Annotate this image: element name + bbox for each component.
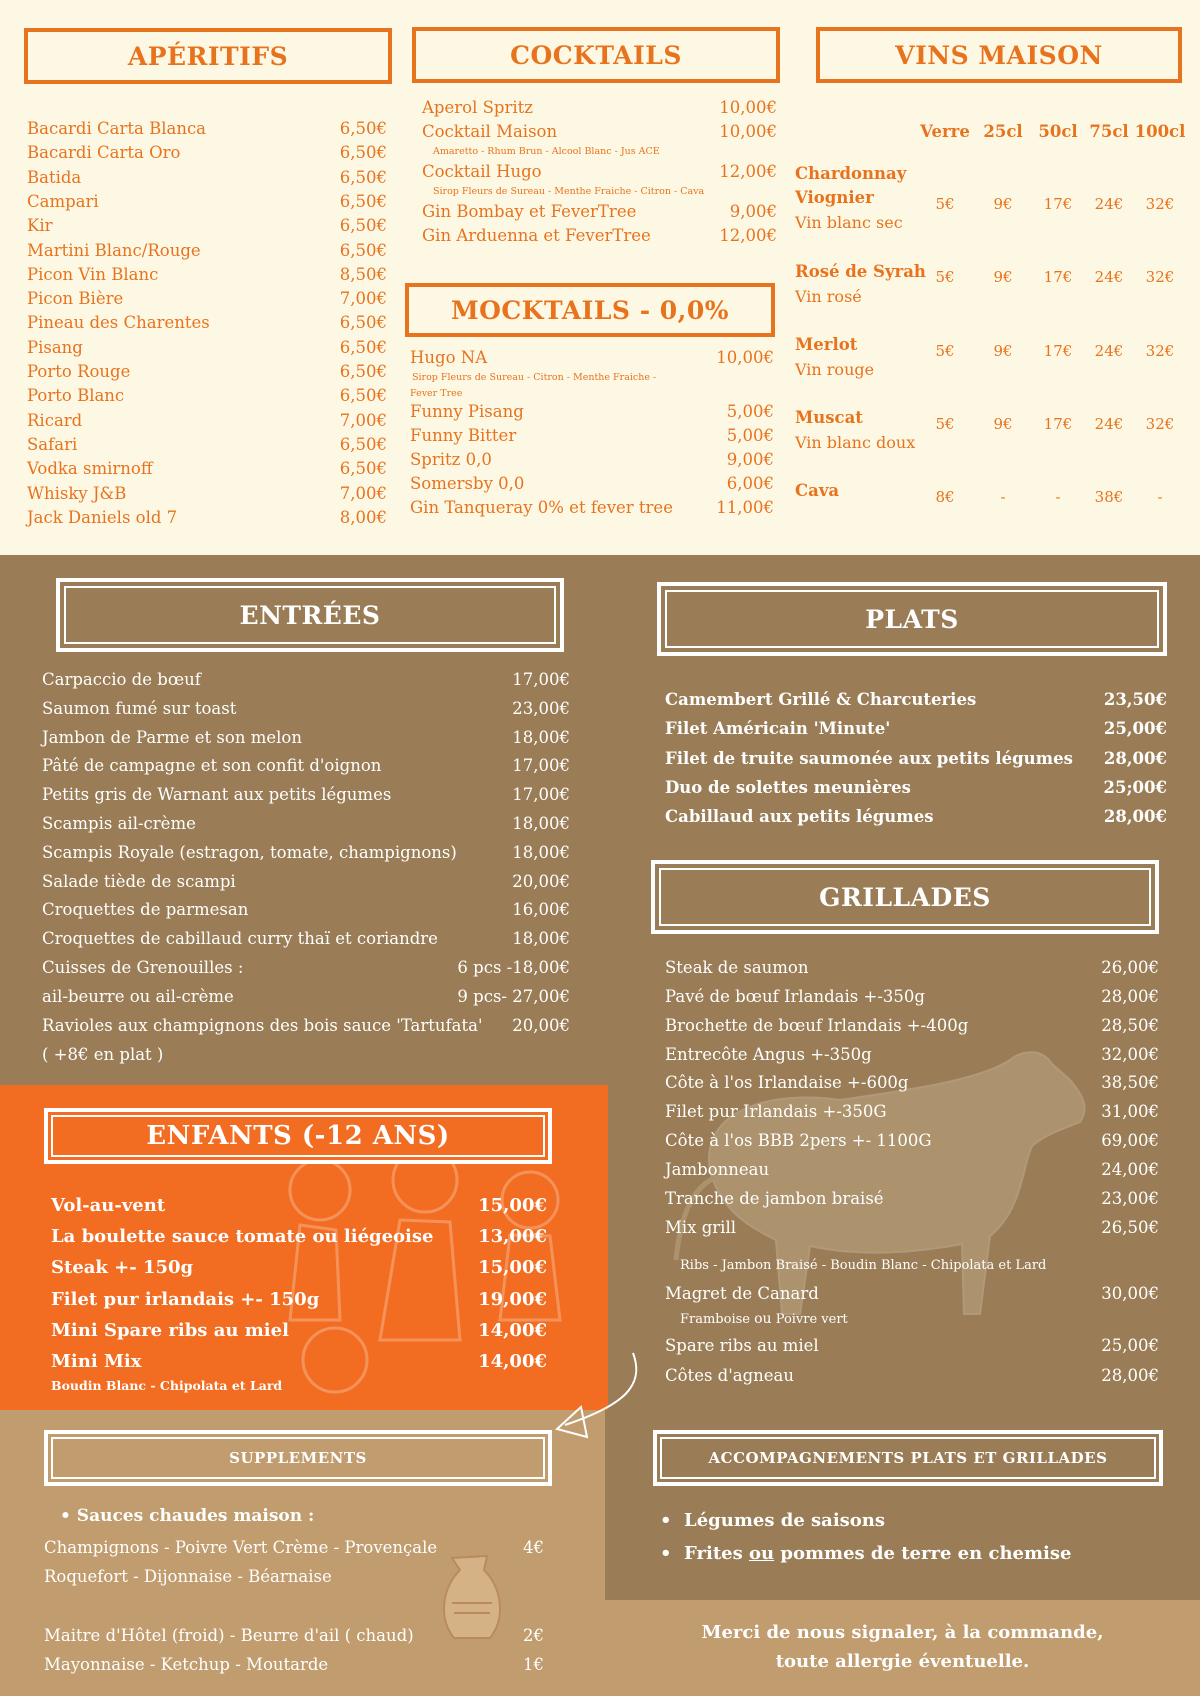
supplement-row-4: Mayonnaise - Ketchup - Moutarde 1€ [44, 1655, 544, 1674]
grillades-item-price: 31,00€ [1101, 1102, 1159, 1121]
supplement-row-1: Champignons - Poivre Vert Crème - Provençale 4€ [44, 1538, 544, 1557]
vin-name-line-2: Viognier [795, 188, 874, 207]
cocktail-hugo-desc: Sirop Fleurs de Sureau - Menthe Fraiche - Citron - Cava [433, 186, 705, 197]
accompagnements-title: ACCOMPAGNEMENTS PLATS ET GRILLADES [653, 1430, 1163, 1486]
mocktails-item-name: Somersby 0,0 [410, 474, 525, 493]
aperitifs-item [27, 168, 387, 187]
plats-item [665, 749, 1167, 768]
aperitifs-item-price: 6,50€ [339, 119, 387, 138]
entrees-item [42, 900, 570, 919]
cocktails-item-name: Cocktail Maison [422, 122, 558, 141]
enfants-item [51, 1195, 547, 1216]
vin-col-header: 75cl [1089, 122, 1129, 141]
cocktails-item-price: 12,00€ [719, 226, 777, 245]
aperitifs-item-name: Pineau des Charentes [27, 313, 210, 333]
aperitifs-item-price: 7,00€ [339, 410, 387, 430]
plats-item-price: 25;00€ [1103, 777, 1167, 797]
entrees-item-name: Croquettes de parmesan [42, 900, 249, 920]
entrees-item [42, 728, 570, 747]
entrees-item [42, 699, 570, 718]
aperitifs-item [27, 435, 387, 454]
magret-desc: Framboise ou Poivre vert [680, 1311, 848, 1327]
grillades-item-price: 26,00€ [1101, 958, 1159, 977]
grillades-item-name: Spare ribs au miel [665, 1336, 819, 1355]
enfants-item-price: 15,00€ [478, 1257, 547, 1279]
vin-type: Vin rosé [795, 287, 862, 306]
aperitifs-item-name: Kir [27, 216, 53, 236]
vin-name: Merlot [795, 335, 858, 354]
mocktails-title: MOCKTAILS - 0,0% [405, 283, 775, 337]
entrees-item [42, 929, 570, 948]
aperitifs-item-name: Vodka smirnoff [27, 459, 153, 479]
mocktails-item-name: Spritz 0,0 [410, 450, 492, 469]
entrees-item [42, 987, 570, 1006]
entrees-note: ( +8€ en plat ) [42, 1045, 164, 1064]
grillades-item [665, 1284, 1159, 1303]
grillades-item [665, 958, 1159, 977]
tan-bottom-right-bg [605, 1600, 1200, 1696]
cocktails-item [422, 98, 777, 117]
cocktails-item-price: 10,00€ [719, 122, 777, 141]
plats-item-name: Camembert Grillé & Charcuteries [665, 690, 977, 709]
aperitifs-item-price: 6,50€ [339, 143, 387, 163]
aperitifs-item-name: Pisang [27, 337, 83, 357]
vin-price: 5€ [935, 268, 955, 286]
vin-price: 17€ [1043, 268, 1073, 286]
entrees-item-name: Salade tiède de scampi [42, 871, 236, 891]
aperitifs-item-price: 6,50€ [339, 191, 387, 211]
grillades-item-price: 38,50€ [1101, 1073, 1159, 1092]
cocktails-item-price: 10,00€ [719, 98, 777, 117]
aperitifs-item-price: 6,50€ [339, 167, 387, 187]
vin-price: 8€ [935, 488, 955, 506]
mini-mix-desc: Boudin Blanc - Chipolata et Lard [51, 1378, 283, 1393]
plats-title: PLATS [657, 582, 1167, 656]
entrees-item-name: Pâté de campagne et son confit d'oignon [42, 756, 382, 776]
vin-col-header: 25cl [983, 122, 1023, 141]
entrees-item-price: 17,00€ [512, 756, 570, 776]
mocktails-item [410, 348, 774, 367]
vin-price: 9€ [993, 342, 1013, 360]
aperitifs-item [27, 216, 387, 235]
entrees-item-price: 17,00€ [512, 785, 570, 805]
vin-name: Rosé de Syrah [795, 262, 926, 281]
vin-price: 38€ [1094, 488, 1124, 506]
plats-item-name: Cabillaud aux petits légumes [665, 807, 934, 827]
grillades-item-name: Magret de Canard [665, 1284, 819, 1303]
grillades-item [665, 1366, 1159, 1385]
aperitifs-item-name: Porto Blanc [27, 386, 125, 406]
aperitifs-item [27, 265, 387, 284]
enfants-item-price: 15,00€ [478, 1195, 547, 1216]
supplement-row-2: Roquefort - Dijonnaise - Béarnaise [44, 1567, 332, 1586]
aperitifs-item-name: Jack Daniels old 7 [27, 507, 178, 527]
accompagnement-item-2: • Frites ou pommes de terre en chemise [660, 1543, 1072, 1564]
grillades-item [665, 1016, 1159, 1035]
aperitifs-item-name: Ricard [27, 410, 83, 430]
enfants-item [51, 1351, 547, 1372]
entrees-item-price: 23,00€ [512, 698, 570, 718]
enfants-item-name: Mini Spare ribs au miel [51, 1319, 289, 1341]
plats-item-name: Filet de truite saumonée aux petits légumes [665, 748, 1073, 768]
aperitifs-item [27, 508, 387, 527]
mocktails-item-name: Gin Tanqueray 0% et fever tree [410, 498, 673, 517]
cocktails-item [422, 162, 777, 181]
entrees-item-name: Scampis Royale (estragon, tomate, champignons) [42, 842, 457, 862]
enfants-item [51, 1257, 547, 1278]
aperitifs-item-price: 7,00€ [339, 289, 387, 309]
grillades-item-price: 23,00€ [1101, 1189, 1159, 1208]
aperitifs-item-name: Bacardi Carta Oro [27, 143, 181, 163]
vins-title: VINS MAISON [816, 27, 1182, 83]
mocktails-item [410, 450, 774, 469]
grillades-item-name: Mix grill [665, 1218, 737, 1237]
grillades-item-price: 69,00€ [1101, 1131, 1159, 1150]
entrees-item [42, 670, 570, 689]
enfants-item [51, 1226, 547, 1247]
entrees-item [42, 785, 570, 804]
aperitifs-item [27, 386, 387, 405]
entrees-item [42, 1016, 570, 1035]
grillades-item-price: 28,00€ [1101, 987, 1159, 1006]
mocktails-item [410, 498, 774, 517]
entrees-item-name: Croquettes de cabillaud curry thaï et coriandre [42, 929, 438, 949]
plats-item [665, 778, 1167, 797]
entrees-item-name: Petits gris de Warnant aux petits légumes [42, 785, 392, 805]
entrees-item [42, 756, 570, 775]
mocktails-item [410, 426, 774, 445]
vin-type: Vin blanc doux [795, 433, 916, 452]
entrees-item-name: Saumon fumé sur toast [42, 698, 237, 718]
entrees-item-price: 20,00€ [512, 871, 570, 891]
plats-item-price: 25,00€ [1103, 719, 1167, 739]
enfants-item-price: 14,00€ [478, 1319, 547, 1341]
grillades-item-price: 28,50€ [1101, 1016, 1159, 1035]
plats-item [665, 807, 1167, 826]
grillades-item-name: Filet pur Irlandais +-350G [665, 1102, 887, 1121]
cocktails-item [422, 122, 777, 141]
plats-item-name: Filet Américain 'Minute' [665, 719, 891, 739]
aperitifs-item-name: Bacardi Carta Blanca [27, 119, 207, 138]
arrow-decoration [545, 1345, 655, 1455]
cocktails-title: COCKTAILS [412, 27, 780, 83]
aperitifs-title: APÉRITIFS [24, 28, 392, 84]
vin-price: 32€ [1145, 195, 1175, 213]
cocktails-item-name: Aperol Spritz [422, 98, 533, 117]
vin-price: 32€ [1145, 342, 1175, 360]
aperitifs-item-price: 6,50€ [339, 216, 387, 236]
mocktails-item [410, 474, 774, 493]
grillades-item-price: 24,00€ [1101, 1160, 1159, 1179]
grillades-item [665, 1073, 1159, 1092]
cocktails-item-name: Cocktail Hugo [422, 162, 542, 181]
grillades-item [665, 1218, 1159, 1237]
mocktails-item-price: 6,00€ [726, 474, 774, 493]
vin-price: 9€ [993, 415, 1013, 433]
aperitifs-item [27, 192, 387, 211]
vin-price: - [1055, 488, 1061, 506]
entrees-item-price: 9 pcs- 27,00€ [457, 986, 570, 1006]
vin-type: Vin rouge [795, 360, 875, 379]
entrees-item-name: Jambon de Parme et son melon [42, 727, 302, 747]
grillades-item-name: Tranche de jambon braisé [665, 1189, 884, 1208]
cocktails-item-name: Gin Bombay et FeverTree [422, 202, 637, 221]
entrees-item-name: Cuisses de Grenouilles : [42, 958, 244, 977]
aperitifs-item [27, 289, 387, 308]
vin-price: 9€ [993, 268, 1013, 286]
aperitifs-item-price: 6,50€ [339, 362, 387, 381]
aperitifs-item-price: 6,50€ [339, 459, 387, 479]
vin-name: Chardonnay [795, 164, 907, 183]
plats-item-price: 28,00€ [1103, 807, 1167, 827]
hugo-na-desc-1: Sirop Fleurs de Sureau - Citron - Menthe Fraiche - [412, 372, 657, 383]
grillades-item-name: Côtes d'agneau [665, 1366, 795, 1385]
enfants-item-name: Steak +- 150g [51, 1257, 194, 1279]
enfants-item-price: 13,00€ [478, 1226, 547, 1248]
mocktails-item-price: 5,00€ [726, 402, 774, 421]
aperitifs-item [27, 338, 387, 357]
entrees-item-price: 18,00€ [512, 727, 570, 747]
aperitifs-item-price: 6,50€ [339, 313, 387, 333]
mocktails-item-price: 11,00€ [716, 498, 774, 517]
cocktails-item-price: 12,00€ [719, 162, 777, 181]
aperitifs-item-name: Batida [27, 167, 82, 187]
mocktails-item-price: 5,00€ [726, 426, 774, 445]
grillades-item-name: Jambonneau [665, 1160, 770, 1179]
vin-price: 17€ [1043, 342, 1073, 360]
mocktails-item-price: 9,00€ [726, 450, 774, 469]
grillades-item-price: 25,00€ [1101, 1336, 1159, 1355]
aperitifs-item-price: 7,00€ [339, 483, 387, 503]
grillades-item-price: 26,50€ [1101, 1218, 1159, 1237]
entrees-item-name: ail-beurre ou ail-crème [42, 986, 234, 1006]
enfants-item-price: 19,00€ [478, 1288, 547, 1310]
vin-price: 9€ [993, 195, 1013, 213]
aperitifs-item-name: Porto Rouge [27, 362, 131, 381]
grillades-item-name: Brochette de bœuf Irlandais +-400g [665, 1016, 969, 1035]
vin-price: - [1000, 488, 1006, 506]
grillades-item [665, 1131, 1159, 1150]
grillades-item-price: 32,00€ [1101, 1045, 1159, 1064]
supplement-row-3: Maitre d'Hôtel (froid) - Beurre d'ail ( chaud) 2€ [44, 1626, 544, 1645]
mocktails-item-name: Funny Bitter [410, 426, 517, 445]
supplements-bullet: • Sauces chaudes maison : [60, 1506, 315, 1526]
aperitifs-item-name: Safari [27, 434, 78, 454]
vin-name: Cava [795, 481, 840, 500]
entrees-item-price: 20,00€ [512, 1015, 570, 1035]
entrees-item [42, 843, 570, 862]
vin-type: Vin blanc sec [795, 213, 903, 232]
aperitifs-item [27, 484, 387, 503]
grillades-item-name: Côte à l'os BBB 2pers +- 1100G [665, 1131, 932, 1150]
enfants-item-name: Vol-au-vent [51, 1195, 166, 1216]
entrees-item-name: Carpaccio de bœuf [42, 670, 201, 689]
entrees-item [42, 872, 570, 891]
supplements-title: SUPPLEMENTS [44, 1430, 552, 1486]
grillades-item [665, 1045, 1159, 1064]
vin-col-header: 100cl [1134, 122, 1186, 141]
vin-price: 24€ [1094, 342, 1124, 360]
entrees-item-price: 6 pcs -18,00€ [457, 958, 570, 977]
aperitifs-item [27, 459, 387, 478]
allergie-line-1: Merci de nous signaler, à la commande, [701, 1622, 1104, 1643]
enfants-item-name: La boulette sauce tomate ou liégeoise [51, 1226, 434, 1248]
grillades-item-price: 28,00€ [1101, 1366, 1159, 1385]
enfants-title: ENFANTS (-12 ANS) [44, 1108, 552, 1164]
cocktails-item [422, 202, 777, 221]
mocktails-item-name: Hugo NA [410, 348, 488, 367]
aperitifs-item-price: 6,50€ [339, 337, 387, 357]
plats-item [665, 719, 1167, 738]
aperitifs-item-price: 6,50€ [339, 240, 387, 260]
grillades-item [665, 1336, 1159, 1355]
plats-item-price: 23,50€ [1103, 690, 1167, 709]
cocktail-maison-desc: Amaretto - Rhum Brun - Alcool Blanc - Jus ACE [433, 146, 660, 157]
cocktails-item-name: Gin Arduenna et FeverTree [422, 226, 651, 245]
grillades-item-price: 30,00€ [1101, 1284, 1159, 1303]
hugo-na-desc-2: Fever Tree [410, 388, 463, 399]
grillades-item-name: Pavé de bœuf Irlandais +-350g [665, 987, 925, 1006]
grillades-item [665, 1160, 1159, 1179]
grillades-item [665, 1189, 1159, 1208]
entrees-item-price: 18,00€ [512, 842, 570, 862]
plats-item [665, 690, 1167, 709]
enfants-item-name: Mini Mix [51, 1351, 142, 1372]
aperitifs-item [27, 362, 387, 381]
aperitifs-item-price: 6,50€ [339, 386, 387, 406]
aperitifs-item-price: 8,50€ [339, 264, 387, 284]
aperitifs-item [27, 241, 387, 260]
aperitifs-item [27, 143, 387, 162]
vin-name: Muscat [795, 408, 863, 427]
aperitifs-item-name: Martini Blanc/Rouge [27, 240, 201, 260]
grillades-item-name: Steak de saumon [665, 958, 809, 977]
aperitifs-item [27, 313, 387, 332]
entrees-item [42, 958, 570, 977]
cocktails-item [422, 226, 777, 245]
entrees-item-price: 18,00€ [512, 814, 570, 833]
allergie-line-2: toute allergie éventuelle. [775, 1651, 1030, 1672]
enfants-item-price: 14,00€ [478, 1351, 547, 1372]
entrees-item-name: Scampis ail-crème [42, 814, 196, 833]
grillades-item [665, 1102, 1159, 1121]
entrees-item-name: Ravioles aux champignons des bois sauce 'Tartufata' [42, 1015, 483, 1035]
plats-item-price: 28,00€ [1103, 748, 1167, 768]
grillades-item [665, 987, 1159, 1006]
vin-price: 24€ [1094, 268, 1124, 286]
entrees-item-price: 16,00€ [512, 900, 570, 920]
vin-price: 24€ [1094, 195, 1124, 213]
mix-grill-desc: Ribs - Jambon Braisé - Boudin Blanc - Chipolata et Lard [680, 1258, 1047, 1273]
aperitifs-item-price: 8,00€ [339, 507, 387, 527]
enfants-item-name: Filet pur irlandais +- 150g [51, 1288, 320, 1310]
entrees-item-price: 18,00€ [512, 929, 570, 949]
vin-col-header: Verre [920, 122, 970, 141]
mocktails-item-price: 10,00€ [716, 348, 774, 367]
aperitifs-item [27, 411, 387, 430]
aperitifs-item-name: Picon Bière [27, 289, 124, 309]
mocktails-item [410, 402, 774, 421]
grillades-title: GRILLADES [651, 860, 1159, 934]
aperitifs-item-name: Picon Vin Blanc [27, 264, 159, 284]
mocktails-item-name: Funny Pisang [410, 402, 524, 421]
vin-price: 32€ [1145, 268, 1175, 286]
plats-item-name: Duo de solettes meunières [665, 777, 911, 797]
aperitifs-item-name: Whisky J&B [27, 483, 127, 503]
vin-price: 5€ [935, 342, 955, 360]
enfants-item [51, 1289, 547, 1310]
grillades-item-name: Entrecôte Angus +-350g [665, 1045, 872, 1064]
enfants-item [51, 1320, 547, 1341]
vin-price: 17€ [1043, 415, 1073, 433]
aperitifs-item [27, 119, 387, 138]
entrees-item [42, 814, 570, 833]
vin-col-header: 50cl [1038, 122, 1078, 141]
entrees-item-price: 17,00€ [512, 670, 570, 689]
cocktails-item-price: 9,00€ [729, 202, 777, 221]
vin-price: 17€ [1043, 195, 1073, 213]
vin-price: 5€ [935, 415, 955, 433]
grillades-item-name: Côte à l'os Irlandaise +-600g [665, 1073, 909, 1092]
accompagnement-item-1: • Légumes de saisons [660, 1510, 886, 1531]
entrees-title: ENTRÉES [56, 578, 564, 652]
vin-price: 32€ [1145, 415, 1175, 433]
vin-price: 5€ [935, 195, 955, 213]
aperitifs-item-price: 6,50€ [339, 434, 387, 454]
vin-price: 24€ [1094, 415, 1124, 433]
vin-price: - [1157, 488, 1163, 506]
aperitifs-item-name: Campari [27, 191, 99, 211]
